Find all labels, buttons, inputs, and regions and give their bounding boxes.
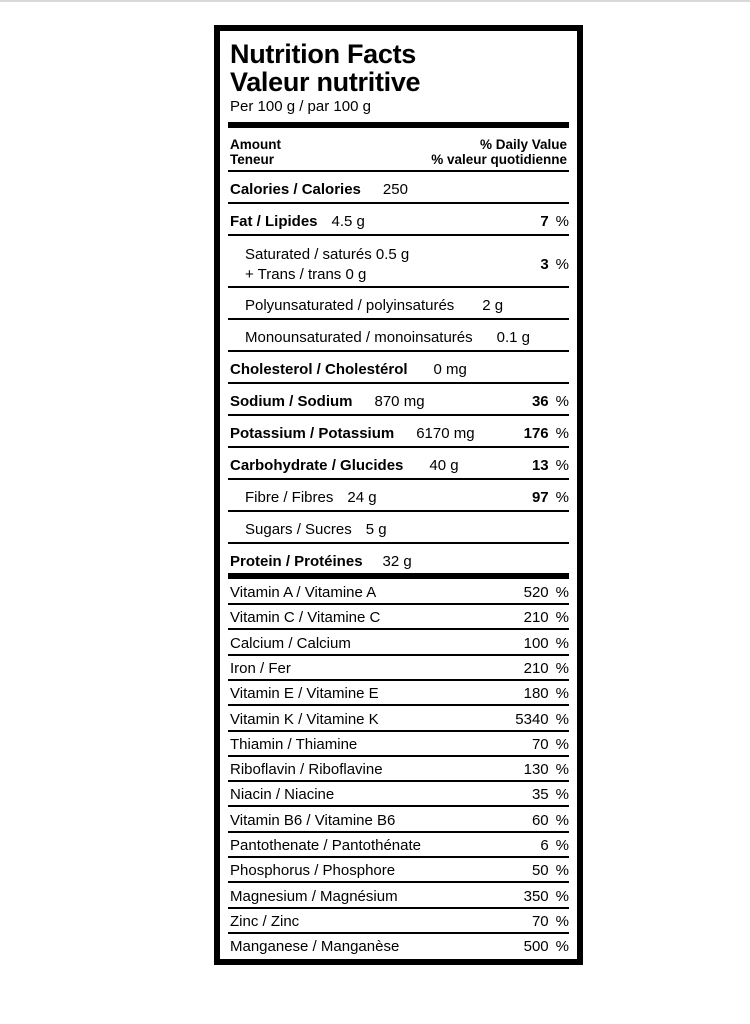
top-border-line xyxy=(0,0,750,2)
amount-heading xyxy=(230,137,281,167)
cholesterol-label: Cholesterol / Cholestérol xyxy=(230,361,408,378)
vitamin-name: Niacin / Niacine xyxy=(230,786,335,804)
fibre-dv: 97 xyxy=(531,489,549,506)
divider xyxy=(228,542,569,544)
calories-label: Calories / Calories xyxy=(230,181,361,198)
vitamin-dv: 6 xyxy=(540,837,549,854)
nutrition-facts-label xyxy=(214,25,583,965)
vitamin-dv: 520 xyxy=(523,584,549,601)
daily-value-en: % Daily Value xyxy=(479,137,567,152)
serving-size: Per 100 g / par 100 g xyxy=(230,98,371,115)
percent-sign: % xyxy=(555,457,569,474)
vitamin-name: Phosphorus / Phosphore xyxy=(230,862,396,880)
vitamin-row xyxy=(228,833,569,858)
vitamin-row xyxy=(228,580,569,605)
vitamin-name: Iron / Fer xyxy=(230,659,291,677)
divider xyxy=(228,202,569,204)
percent-sign: % xyxy=(555,938,569,956)
vitamin-dv: 70 xyxy=(531,735,549,753)
vitamin-name: Manganese / Manganèse xyxy=(230,938,400,956)
vitamin-row xyxy=(228,884,569,909)
title-english: Nutrition Facts xyxy=(230,39,417,69)
percent-sign: % xyxy=(555,609,569,627)
vitamin-row xyxy=(228,732,569,757)
vitamin-dv: 210 xyxy=(523,609,549,627)
cholesterol-value: 0 mg xyxy=(433,361,467,378)
potassium-dv: 176 xyxy=(523,425,549,442)
divider xyxy=(228,318,569,320)
vitamin-dv: 130 xyxy=(523,761,549,779)
divider xyxy=(228,510,569,512)
fibre-value: 24 g xyxy=(347,489,377,506)
vitamin-name: Pantothenate / Pantothénate xyxy=(230,837,421,854)
sugars-value: 5 g xyxy=(365,521,387,538)
divider xyxy=(228,414,569,416)
vitamin-row xyxy=(228,934,569,959)
fat-dv: 7 xyxy=(540,213,549,230)
vitamin-dv: 100 xyxy=(523,634,549,652)
percent-sign: % xyxy=(555,685,569,703)
calories-value: 250 xyxy=(382,181,408,198)
vitamin-row xyxy=(228,782,569,807)
label-inner xyxy=(228,31,569,959)
vitamin-row xyxy=(228,808,569,833)
vitamin-row xyxy=(228,757,569,782)
monounsaturated-label: Monounsaturated / monoinsaturés xyxy=(245,329,473,346)
divider xyxy=(228,478,569,480)
percent-sign: % xyxy=(555,786,569,804)
vitamin-row xyxy=(228,858,569,883)
carbohydrate-label: Carbohydrate / Glucides xyxy=(230,457,404,474)
polyunsaturated-value: 2 g xyxy=(482,297,504,314)
percent-sign: % xyxy=(555,393,569,410)
divider xyxy=(228,170,569,172)
fibre-label: Fibre / Fibres xyxy=(245,489,334,506)
percent-sign: % xyxy=(555,811,569,829)
vitamin-row xyxy=(228,681,569,706)
daily-value-heading xyxy=(431,137,567,167)
potassium-label: Potassium / Potassium xyxy=(230,425,395,442)
vitamin-name: Vitamin C / Vitamine C xyxy=(230,609,381,627)
vitamin-dv: 60 xyxy=(531,811,549,829)
vitamin-dv: 70 xyxy=(531,912,549,930)
percent-sign: % xyxy=(555,584,569,601)
vitamin-row xyxy=(228,631,569,656)
vitamin-dv: 210 xyxy=(523,659,549,677)
vitamin-name: Vitamin A / Vitamine A xyxy=(230,584,377,601)
percent-sign: % xyxy=(555,425,569,442)
percent-sign: % xyxy=(555,887,569,905)
vitamin-name: Vitamin B6 / Vitamine B6 xyxy=(230,811,396,829)
percent-sign: % xyxy=(555,837,569,854)
fat-label: Fat / Lipides xyxy=(230,213,318,230)
title-french: Valeur nutritive xyxy=(230,67,421,97)
vitamin-dv: 500 xyxy=(523,938,549,956)
percent-sign: % xyxy=(555,634,569,652)
saturated-label: Saturated / saturés 0.5 g xyxy=(245,246,410,263)
vitamin-dv: 50 xyxy=(531,862,549,880)
sugars-label: Sugars / Sucres xyxy=(245,521,352,538)
thick-divider-top xyxy=(228,122,569,128)
percent-sign: % xyxy=(555,659,569,677)
trans-label: + Trans / trans 0 g xyxy=(245,266,367,283)
vitamin-dv: 5340 xyxy=(515,710,549,728)
vitamin-row xyxy=(228,605,569,630)
divider xyxy=(228,234,569,236)
percent-sign: % xyxy=(555,710,569,728)
divider xyxy=(228,286,569,288)
protein-label: Protein / Protéines xyxy=(230,553,363,570)
divider xyxy=(228,382,569,384)
vitamin-dv: 35 xyxy=(531,786,549,804)
vitamin-name: Zinc / Zinc xyxy=(230,912,300,930)
sodium-dv: 36 xyxy=(531,393,549,410)
polyunsaturated-label: Polyunsaturated / polyinsaturés xyxy=(245,297,455,314)
vitamin-row xyxy=(228,707,569,732)
carbohydrate-value: 40 g xyxy=(429,457,459,474)
percent-sign: % xyxy=(555,735,569,753)
sodium-label: Sodium / Sodium xyxy=(230,393,353,410)
vitamin-name: Calcium / Calcium xyxy=(230,634,351,652)
vitamin-name: Magnesium / Magnésium xyxy=(230,887,398,905)
carbohydrate-dv: 13 xyxy=(531,457,549,474)
saturated-dv: 3 xyxy=(540,256,549,273)
protein-value: 32 g xyxy=(382,553,412,570)
vitamin-name: Riboflavin / Riboflavine xyxy=(230,761,383,779)
vitamin-row xyxy=(228,909,569,934)
daily-value-fr: % valeur quotidienne xyxy=(431,152,567,167)
percent-sign: % xyxy=(555,256,569,273)
vitamin-name: Vitamin E / Vitamine E xyxy=(230,685,379,703)
monounsaturated-value: 0.1 g xyxy=(496,329,531,346)
percent-sign: % xyxy=(555,213,569,230)
percent-sign: % xyxy=(555,761,569,779)
sodium-value: 870 mg xyxy=(374,393,425,410)
vitamin-name: Vitamin K / Vitamine K xyxy=(230,710,379,728)
potassium-value: 6170 mg xyxy=(416,425,475,442)
vitamin-name: Thiamin / Thiamine xyxy=(230,735,358,753)
amount-fr: Teneur xyxy=(230,152,275,167)
percent-sign: % xyxy=(555,912,569,930)
amount-en: Amount xyxy=(230,137,281,152)
percent-sign: % xyxy=(555,862,569,880)
fat-value: 4.5 g xyxy=(331,213,365,230)
vitamin-row xyxy=(228,656,569,681)
divider xyxy=(228,446,569,448)
percent-sign: % xyxy=(555,489,569,506)
vitamin-dv: 350 xyxy=(523,887,549,905)
thick-divider-vitamins xyxy=(228,573,569,579)
vitamin-dv: 180 xyxy=(523,685,549,703)
divider xyxy=(228,350,569,352)
